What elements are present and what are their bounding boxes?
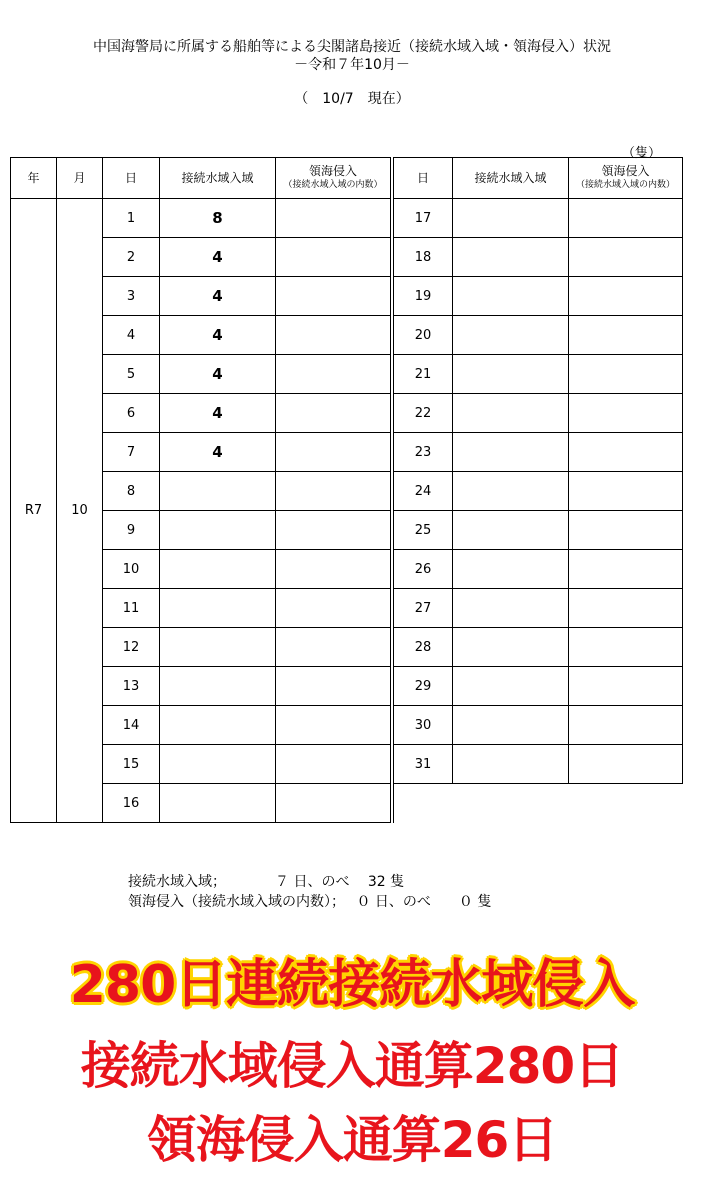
contiguous-count-cell xyxy=(453,355,569,394)
day-cell: 31 xyxy=(394,745,453,784)
contiguous-count-cell: 8 xyxy=(160,199,276,238)
territorial-count-cell xyxy=(276,784,391,823)
as-of-date: （ 10/7 現在） xyxy=(294,91,410,107)
day-cell: 27 xyxy=(394,589,453,628)
day-cell: 23 xyxy=(394,433,453,472)
territorial-count-cell xyxy=(276,355,391,394)
territorial-count-cell xyxy=(276,511,391,550)
day-cell: 4 xyxy=(103,316,160,355)
contiguous-count-cell xyxy=(453,745,569,784)
table-row xyxy=(11,394,683,433)
territorial-count-cell xyxy=(569,277,683,316)
contiguous-count-cell xyxy=(453,199,569,238)
territorial-count-cell xyxy=(276,745,391,784)
contiguous-count-cell: 4 xyxy=(160,355,276,394)
territorial-count-cell xyxy=(276,394,391,433)
contiguous-count-cell xyxy=(453,550,569,589)
territorial-count-cell xyxy=(276,472,391,511)
day-cell: 1 xyxy=(103,199,160,238)
territorial-count-cell xyxy=(569,745,683,784)
territorial-count-cell xyxy=(276,316,391,355)
day-cell: 12 xyxy=(103,628,160,667)
table-row xyxy=(11,238,683,277)
header-territorial-right-sub: （接続水域入域の内数） xyxy=(575,180,675,190)
table-row xyxy=(11,472,683,511)
contiguous-count-cell xyxy=(160,745,276,784)
table-row xyxy=(11,628,683,667)
day-cell: 22 xyxy=(394,394,453,433)
header-day-right: 日 xyxy=(394,158,453,199)
day-cell: 21 xyxy=(394,355,453,394)
day-cell: 20 xyxy=(394,316,453,355)
header-territorial-right-label: 領海侵入 xyxy=(601,164,650,178)
day-cell: 18 xyxy=(394,238,453,277)
day-cell: 7 xyxy=(103,433,160,472)
empty-cell xyxy=(394,784,453,823)
unit-label: （隻） xyxy=(622,146,662,161)
territorial-count-cell xyxy=(569,550,683,589)
territorial-count-cell xyxy=(276,550,391,589)
header-month: 月 xyxy=(57,158,103,199)
territorial-count-cell xyxy=(276,199,391,238)
table-row xyxy=(11,784,683,823)
table-row xyxy=(11,745,683,784)
contiguous-count-cell xyxy=(453,511,569,550)
header-contiguous-right: 接続水域入域 xyxy=(453,158,569,199)
contiguous-count-cell: 4 xyxy=(160,394,276,433)
territorial-count-cell xyxy=(276,277,391,316)
table-row xyxy=(11,355,683,394)
empty-cell xyxy=(569,784,683,823)
contiguous-count-cell xyxy=(453,277,569,316)
table-row xyxy=(11,589,683,628)
territorial-count-cell xyxy=(276,706,391,745)
table-row xyxy=(11,667,683,706)
contiguous-count-cell xyxy=(160,706,276,745)
territorial-count-cell xyxy=(276,433,391,472)
summary-territorial: 領海侵入（接続水域入域の内数）； ０ 日、のべ ０ 隻 xyxy=(128,894,492,910)
contiguous-count-cell xyxy=(453,667,569,706)
contiguous-count-cell xyxy=(160,784,276,823)
contiguous-count-cell xyxy=(160,511,276,550)
contiguous-count-cell: 4 xyxy=(160,238,276,277)
header-day: 日 xyxy=(103,158,160,199)
header-territorial-label: 領海侵入 xyxy=(308,164,357,178)
territorial-count-cell xyxy=(569,667,683,706)
day-cell: 13 xyxy=(103,667,160,706)
day-cell: 26 xyxy=(394,550,453,589)
day-cell: 25 xyxy=(394,511,453,550)
day-cell: 17 xyxy=(394,199,453,238)
day-cell: 15 xyxy=(103,745,160,784)
header-territorial-right xyxy=(569,158,683,199)
table-row xyxy=(11,199,683,238)
territorial-count-cell xyxy=(569,628,683,667)
territorial-count-cell xyxy=(569,511,683,550)
table-row xyxy=(11,511,683,550)
day-cell: 29 xyxy=(394,667,453,706)
territorial-count-cell xyxy=(569,355,683,394)
contiguous-count-cell xyxy=(453,316,569,355)
contiguous-count-cell: 4 xyxy=(160,277,276,316)
document-subtitle: －令和７年10月－ xyxy=(294,57,410,73)
contiguous-count-cell xyxy=(160,628,276,667)
contiguous-count-cell xyxy=(160,667,276,706)
contiguous-count-cell xyxy=(453,472,569,511)
day-cell: 2 xyxy=(103,238,160,277)
day-cell: 5 xyxy=(103,355,160,394)
territorial-count-cell xyxy=(276,238,391,277)
day-cell: 19 xyxy=(394,277,453,316)
contiguous-count-cell xyxy=(453,628,569,667)
territorial-count-cell xyxy=(569,316,683,355)
table-row xyxy=(11,550,683,589)
document-title: 中国海警局に所属する船舶等による尖閣諸島接近（接続水域入域・領海侵入）状況 xyxy=(93,39,611,55)
contiguous-count-cell xyxy=(453,589,569,628)
contiguous-count-cell xyxy=(160,472,276,511)
territorial-count-cell xyxy=(276,589,391,628)
day-cell: 6 xyxy=(103,394,160,433)
territorial-count-cell xyxy=(276,667,391,706)
territorial-count-cell xyxy=(569,433,683,472)
contiguous-count-cell: 4 xyxy=(160,316,276,355)
territorial-count-cell xyxy=(569,706,683,745)
month-cell: 10 xyxy=(57,199,103,823)
day-cell: 30 xyxy=(394,706,453,745)
table-header-row xyxy=(11,158,683,199)
header-year: 年 xyxy=(11,158,57,199)
day-cell: 8 xyxy=(103,472,160,511)
territorial-count-cell xyxy=(569,589,683,628)
banner-territorial-total: 領海侵入通算26日 xyxy=(146,1111,558,1169)
table-row xyxy=(11,277,683,316)
day-cell: 16 xyxy=(103,784,160,823)
header-contiguous: 接続水域入域 xyxy=(160,158,276,199)
summary-contiguous: 接続水域入域； ７ 日、のべ 32 隻 xyxy=(128,874,405,890)
territorial-count-cell xyxy=(276,628,391,667)
contiguous-count-cell: 4 xyxy=(160,433,276,472)
day-cell: 28 xyxy=(394,628,453,667)
contiguous-count-cell xyxy=(160,550,276,589)
banner-contiguous-total: 接続水域侵入通算280日 xyxy=(80,1037,624,1095)
territorial-count-cell xyxy=(569,238,683,277)
contiguous-count-cell xyxy=(453,394,569,433)
territorial-count-cell xyxy=(569,394,683,433)
banner-consecutive-days: 280日連続接続水域侵入 xyxy=(69,955,635,1015)
contiguous-count-cell xyxy=(453,706,569,745)
header-territorial xyxy=(276,158,391,199)
year-cell: R7 xyxy=(11,199,57,823)
incursion-table xyxy=(10,157,683,823)
day-cell: 3 xyxy=(103,277,160,316)
empty-cell xyxy=(453,784,569,823)
contiguous-count-cell xyxy=(160,589,276,628)
table-row xyxy=(11,316,683,355)
table-row xyxy=(11,433,683,472)
contiguous-count-cell xyxy=(453,238,569,277)
table-body xyxy=(11,199,683,823)
day-cell: 24 xyxy=(394,472,453,511)
table-row xyxy=(11,706,683,745)
day-cell: 14 xyxy=(103,706,160,745)
day-cell: 11 xyxy=(103,589,160,628)
day-cell: 9 xyxy=(103,511,160,550)
contiguous-count-cell xyxy=(453,433,569,472)
header-territorial-sub: （接続水域入域の内数） xyxy=(283,180,383,190)
territorial-count-cell xyxy=(569,199,683,238)
day-cell: 10 xyxy=(103,550,160,589)
territorial-count-cell xyxy=(569,472,683,511)
